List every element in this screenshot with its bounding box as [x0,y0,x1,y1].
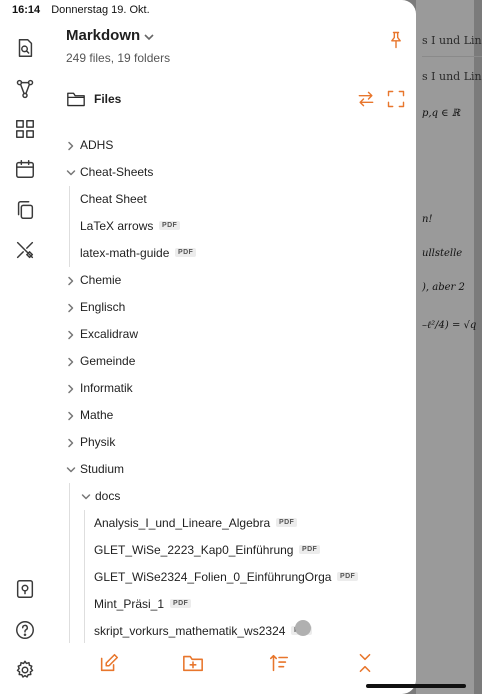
bg-doc-line: ), aber 2 [422,282,465,293]
swap-sort-button[interactable] [356,89,376,109]
tree-folder-excalidraw[interactable] [0,320,416,347]
chevron-right-icon[interactable] [66,356,76,366]
tree-folder-physik[interactable] [0,428,416,455]
tree-item-label: GLET_WiSe_2223_Kap0_Einführung [94,542,294,557]
file-type-badge: PDF [159,221,180,230]
file-tree [0,131,416,644]
tree-item-label: latex-math-guide [80,245,170,260]
vault-name[interactable]: Markdown [66,27,141,44]
graph-view-button[interactable] [13,77,37,101]
bg-doc-line: s I und Lin [422,34,482,47]
settings-button[interactable] [13,658,37,682]
scroll-handle[interactable] [295,620,311,636]
tree-item-label: Physik [80,434,116,449]
tree-file-skript-vorkurs-mathematik-ws2324[interactable] [0,617,416,644]
chevron-down-icon [142,30,156,44]
tree-item-label: Cheat-Sheets [80,164,154,179]
bg-doc-line: n! [422,214,433,225]
tree-item-label: Mathe [80,407,114,422]
chevron-right-icon[interactable] [66,383,76,393]
files-header-label: Files [94,92,122,106]
tree-folder-mathe[interactable] [0,401,416,428]
tree-item-label: Englisch [80,299,126,314]
status-time: 16:14 [12,4,41,16]
home-indicator [366,684,466,688]
chevron-down-icon[interactable] [66,167,76,177]
tree-item-label: Mint_Präsi_1 [94,596,165,611]
tree-folder-chemie[interactable] [0,266,416,293]
files-header [66,89,121,109]
chevron-right-icon[interactable] [66,302,76,312]
tree-file-latex-math-guide[interactable] [0,239,416,266]
tree-item-label: docs [95,488,121,503]
new-folder-button[interactable] [182,652,204,674]
pin-button[interactable] [386,30,406,50]
tree-item-label: Analysis_I_und_Lineare_Algebra [94,515,271,530]
tree-item-label: Studium [80,461,125,476]
tree-file-analysis-i-und-lineare-algebra[interactable] [0,509,416,536]
chevron-down-icon[interactable] [66,464,76,474]
bottom-toolbar [50,648,416,678]
tree-file-glet-wise2324-folien-0-einführungorga[interactable] [0,563,416,590]
settings-icon [14,659,36,681]
tree-item-label: ADHS [80,137,114,152]
tree-folder-docs[interactable] [0,482,416,509]
tree-folder-studium[interactable] [0,455,416,482]
sort-button[interactable] [268,652,290,674]
expand-button[interactable] [386,89,406,109]
tree-folder-informatik[interactable] [0,374,416,401]
search-files-icon [14,37,36,59]
collapse-all-button[interactable] [354,652,376,674]
status-date: Donnerstag 19. Okt. [51,4,150,16]
chevron-right-icon[interactable] [66,329,76,339]
graph-icon [14,78,36,100]
vault-menu-button[interactable] [142,30,156,44]
bg-doc-line: –ℓ²/4) = √q [422,320,477,331]
sort-icon [268,652,290,674]
chevron-right-icon[interactable] [66,140,76,150]
tree-item-label: Cheat Sheet [80,191,147,206]
new-note-icon [98,652,120,674]
chevron-right-icon[interactable] [66,437,76,447]
bg-doc-line: p,q ∈ ℝ [422,108,461,119]
tree-item-label: skript_vorkurs_mathematik_ws2324 [94,623,286,638]
tree-folder-cheat-sheets[interactable] [0,158,416,185]
bg-doc-line: s I und Lin [422,70,482,83]
tree-item-label: Gemeinde [80,353,136,368]
background-document [416,0,482,694]
tree-file-latex-arrows[interactable] [0,212,416,239]
swap-sort-icon [356,89,376,109]
search-files-button[interactable] [13,36,37,60]
vault-stats: 249 files, 19 folders [66,51,171,65]
new-note-button[interactable] [98,652,120,674]
tree-file-cheat-sheet[interactable] [0,185,416,212]
chevron-down-icon[interactable] [81,491,91,501]
chevron-right-icon[interactable] [66,275,76,285]
tree-folder-englisch[interactable] [0,293,416,320]
tree-item-label: LaTeX arrows [80,218,154,233]
file-type-badge: PDF [299,545,320,554]
expand-icon [386,89,406,109]
file-type-badge: PDF [170,599,191,608]
file-type-badge: PDF [276,518,297,527]
collapse-all-icon [354,652,376,674]
folder-icon [66,90,86,108]
tree-item-label: Excalidraw [80,326,139,341]
pin-icon [386,30,406,50]
tree-file-glet-wise-2223-kap0-einführung[interactable] [0,536,416,563]
file-type-badge: PDF [175,248,196,257]
tree-item-label: Chemie [80,272,122,287]
new-folder-icon [182,652,204,674]
file-type-badge: PDF [337,572,358,581]
tree-item-label: GLET_WiSe2324_Folien_0_EinführungOrga [94,569,332,584]
tree-file-mint-präsi-1[interactable] [0,590,416,617]
bg-doc-line: ullstelle [422,248,463,259]
chevron-right-icon[interactable] [66,410,76,420]
tree-item-label: Informatik [80,380,133,395]
tree-folder-gemeinde[interactable] [0,347,416,374]
tree-folder-adhs[interactable] [0,131,416,158]
